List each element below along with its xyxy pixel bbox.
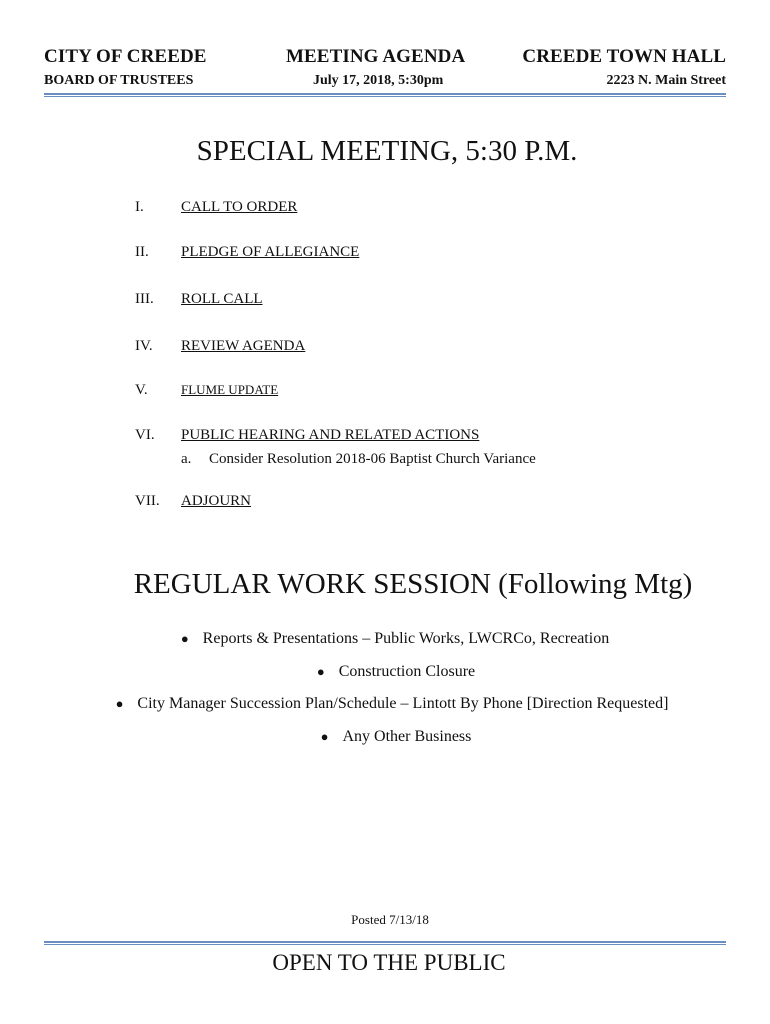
city-name: CITY OF CREEDE [44, 46, 207, 67]
document-type: MEETING AGENDA [286, 46, 466, 67]
agenda-item-number: I. [135, 199, 144, 215]
agenda-item-label: PLEDGE OF ALLEGIANCE [181, 244, 360, 260]
posted-date: Posted 7/13/18 [351, 912, 429, 927]
sub-item-text: Consider Resolution 2018-06 Baptist Church Variance [209, 451, 536, 467]
board-name: BOARD OF TRUSTEES [44, 73, 194, 88]
agenda-item-number: III. [135, 291, 154, 307]
work-session-title: REGULAR WORK SESSION (Following Mtg) [133, 568, 693, 600]
bullet-item [0, 728, 770, 746]
bullet-text: Any Other Business [342, 728, 472, 745]
agenda-item-number: VI. [135, 427, 155, 443]
agenda-item-label: REVIEW AGENDA [181, 338, 306, 354]
agenda-item [135, 382, 278, 399]
agenda-item-label: PUBLIC HEARING AND RELATED ACTIONS [181, 427, 480, 443]
public-notice: OPEN TO THE PUBLIC [272, 950, 506, 975]
bullet-text: Reports & Presentations – Public Works, LWCRCo, Recreation [202, 630, 610, 647]
agenda-sub-item [181, 451, 536, 468]
agenda-item-number: V. [135, 382, 148, 398]
bullet-text: City Manager Succession Plan/Schedule – Lintott By Phone [Direction Requested] [137, 695, 669, 712]
agenda-item [135, 199, 297, 216]
bullet-icon: ● [115, 696, 124, 711]
agenda-item-number: IV. [135, 338, 153, 354]
meeting-date: July 17, 2018, 5:30pm [313, 73, 444, 88]
bullet-item [0, 630, 770, 648]
sub-item-letter: a. [181, 451, 192, 467]
agenda-item-label: ADJOURN [181, 493, 252, 509]
agenda-item-number: VII. [135, 493, 160, 509]
footer-divider [44, 941, 726, 945]
header-divider [44, 93, 726, 97]
agenda-item-label: ROLL CALL [181, 291, 263, 307]
bullet-item [0, 695, 770, 713]
agenda-item [135, 427, 479, 444]
bullet-icon: ● [320, 729, 329, 744]
agenda-item-number: II. [135, 244, 149, 260]
agenda-item-label: FLUME UPDATE [181, 382, 279, 397]
agenda-item [135, 493, 251, 510]
meeting-location: CREEDE TOWN HALL [522, 46, 726, 67]
agenda-item [135, 338, 305, 355]
bullet-icon: ● [180, 631, 189, 646]
bullet-text: Construction Closure [338, 663, 476, 680]
bullet-item [0, 663, 770, 681]
agenda-item-label: CALL TO ORDER [181, 199, 298, 215]
agenda-item [135, 291, 263, 308]
special-meeting-title: SPECIAL MEETING, 5:30 P.M. [196, 135, 578, 167]
agenda-item [135, 244, 359, 261]
bullet-icon: ● [316, 664, 325, 679]
meeting-address: 2223 N. Main Street [606, 73, 726, 88]
